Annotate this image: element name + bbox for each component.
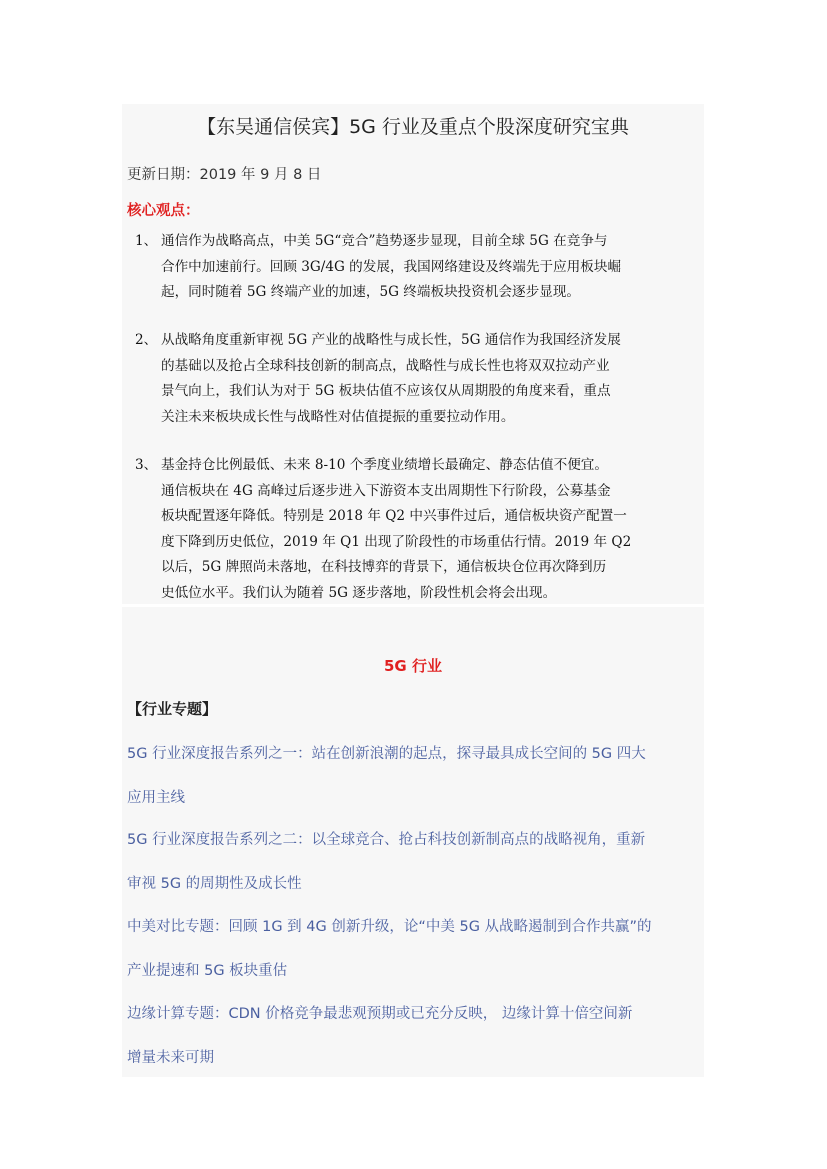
point-line: 通信作为战略高点，中美 5G“竞合”趋势逐步显现，目前全球 5G 在竞争与 <box>161 233 608 249</box>
topic-heading: 【行业专题】 <box>127 700 218 718</box>
report-link[interactable]: 中美对比专题：回顾 1G 到 4G 创新升级，论“中美 5G 从战略遏制到合作共赢”的 <box>127 919 652 935</box>
report-link[interactable]: 应用主线 <box>127 790 185 806</box>
point-number: 2、 <box>135 332 158 348</box>
point-line: 起，同时随着 5G 终端产业的加速，5G 终端板块投资机会逐步显现。 <box>161 284 581 300</box>
report-link[interactable]: 审视 5G 的周期性及成长性 <box>127 876 302 892</box>
core-point <box>135 453 705 606</box>
core-point <box>135 229 705 306</box>
point-number: 1、 <box>135 233 158 249</box>
document-title: 【东吴通信侯宾】5G 行业及重点个股深度研究宝典 <box>197 116 629 138</box>
point-line: 合作中加速前行。回顾 3G/4G 的发展，我国网络建设及终端先于应用板块崛 <box>161 258 622 275</box>
point-line: 基金持仓比例最低、未来 8-10 个季度业绩增长最确定、静态估值不便宜。 <box>161 457 608 473</box>
point-line: 关注未来板块成长性与战略性对估值提振的重要拉动作用。 <box>161 408 515 425</box>
point-line: 度下降到历史低位，2019 年 Q1 出现了阶段性的市场重估行情。2019 年 Q2 <box>161 533 632 550</box>
core-point <box>135 328 705 430</box>
core-viewpoints-label: 核心观点： <box>127 203 200 219</box>
report-link[interactable]: 5G 行业深度报告系列之一：站在创新浪潮的起点，探寻最具成长空间的 5G 四大 <box>127 746 646 762</box>
report-link[interactable]: 边缘计算专题：CDN 价格竞争最悲观预期或已充分反映， 边缘计算十倍空间新 <box>127 1006 633 1022</box>
report-link[interactable]: 增量未来可期 <box>127 1050 214 1066</box>
point-line: 史低位水平。我们认为随着 5G 逐步落地，阶段性机会将会出现。 <box>161 584 557 601</box>
point-line: 的基础以及抢占全球科技创新的制高点，战略性与成长性也将双双拉动产业 <box>161 357 610 374</box>
update-date: 更新日期：2019 年 9 月 8 日 <box>127 167 322 183</box>
section-title: 5G 行业 <box>384 657 442 675</box>
point-line: 板块配置逐年降低。特别是 2018 年 Q2 中兴事件过后，通信板块资产配置一 <box>161 508 627 524</box>
point-number: 3、 <box>135 457 158 473</box>
report-link[interactable]: 5G 行业深度报告系列之二：以全球竞合、抢占科技创新制高点的战略视角，重新 <box>127 832 646 848</box>
point-line: 从战略角度重新审视 5G 产业的战略性与成长性，5G 通信作为我国经济发展 <box>161 332 621 348</box>
report-link[interactable]: 产业提速和 5G 板块重估 <box>127 963 288 979</box>
point-line: 景气向上，我们认为对于 5G 板块估值不应该仅从周期股的角度来看，重点 <box>161 383 611 399</box>
point-line: 通信板块在 4G 高峰过后逐步进入下游资本支出周期性下行阶段，公募基金 <box>161 482 611 499</box>
point-line: 以后，5G 牌照尚未落地，在科技博弈的背景下，通信板块仓位再次降到历 <box>161 559 607 575</box>
